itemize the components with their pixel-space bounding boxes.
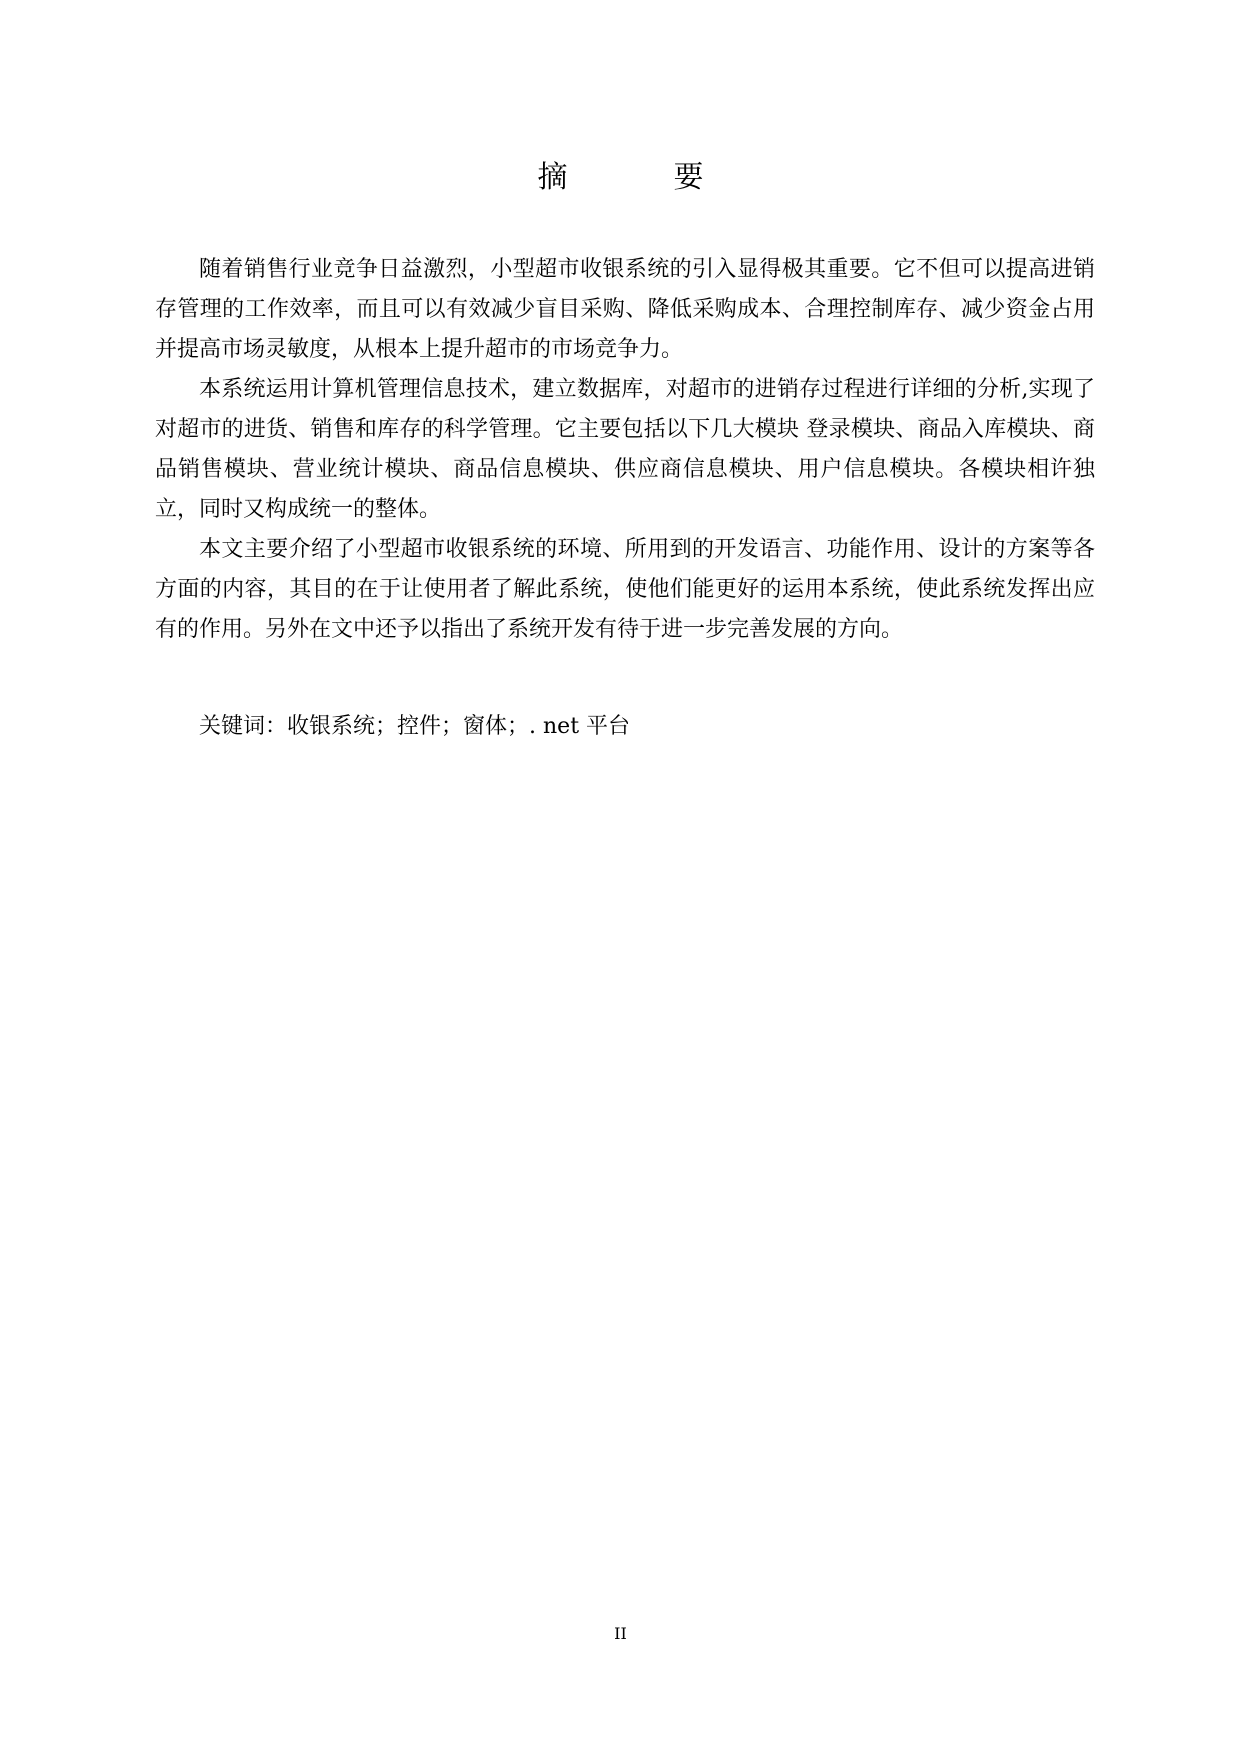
keywords-line (155, 707, 1095, 747)
keywords-value: 收银系统；控件；窗体；. net 平台 (287, 714, 631, 739)
abstract-paragraph-3: 本文主要介绍了小型超市收银系统的环境、所用到的开发语言、功能作用、设计的方案等各方面的内容，其目的在于让使用者了解此系统，使他们能更好的运用本系统，使此系统发挥出应有的作用。另外在文中还予以指出了系统开发有待于进一步完善发展的方向。 (155, 537, 1095, 642)
page-number: II (614, 1624, 627, 1643)
abstract-paragraph-1: 随着销售行业竞争日益激烈，小型超市收银系统的引入显得极其重要。它不但可以提高进销存管理的工作效率，而且可以有效减少盲目采购、降低采购成本、合理控制库存、减少资金占用并提高市场灵敏度，从根本上提升超市的市场竞争力。 (155, 257, 1095, 362)
keywords-label: 关键词： (199, 714, 288, 739)
page-title: 摘 要 (537, 160, 742, 195)
abstract-paragraph-2: 本系统运用计算机管理信息技术，建立数据库，对超市的进销存过程进行详细的分析,实现了对超市的进货、销售和库存的科学管理。它主要包括以下几大模块 登录模块、商品入库模块、商品销售模块、营业统计模块、商品信息模块、供应商信息模块、用户信息模块。各模块相许独立，同时又构成统一的整体。 (155, 377, 1095, 522)
abstract-body (155, 250, 1095, 650)
